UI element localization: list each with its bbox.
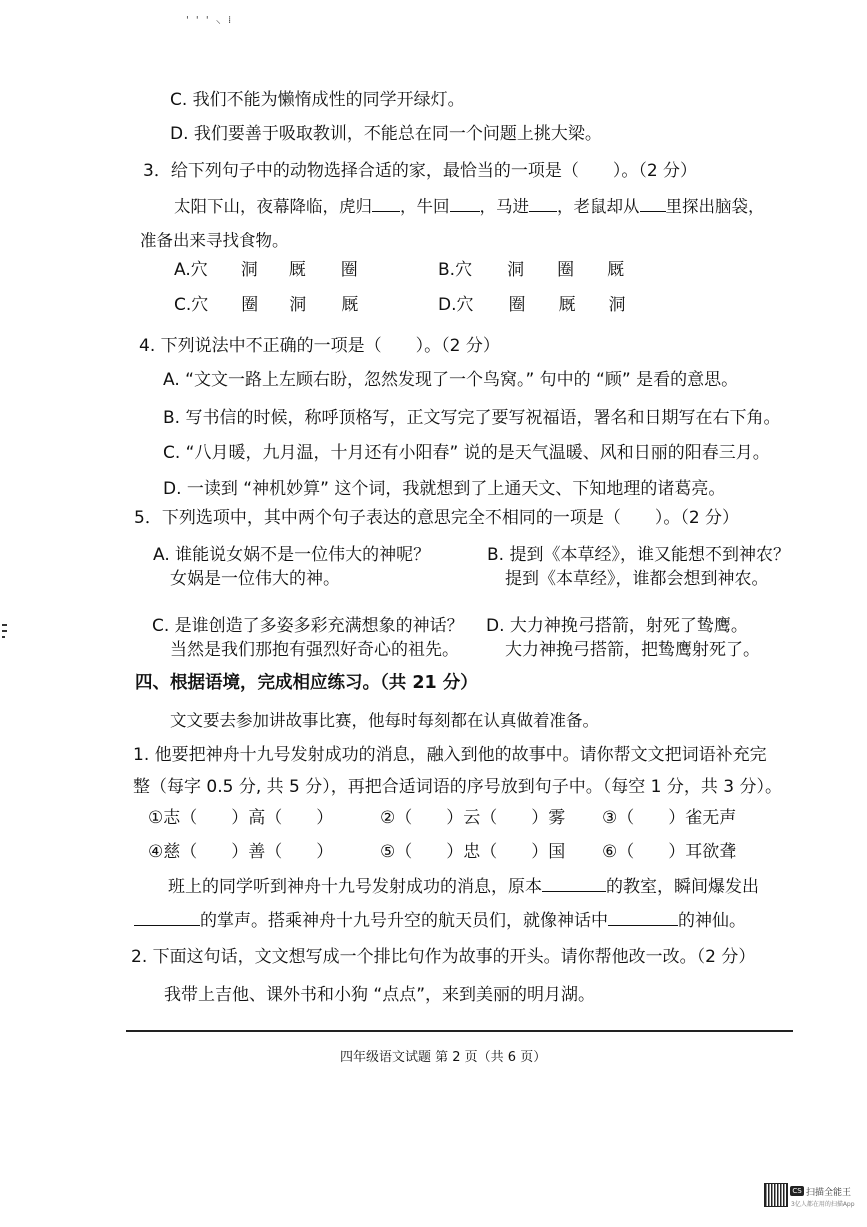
scanner-name: 扫描全能王	[806, 1188, 852, 1198]
option-word: 穴	[191, 295, 209, 315]
q2-option-d: D. 我们要善于吸取教训，不能总在同一个问题上挑大梁。	[170, 124, 602, 144]
option-word: 洞	[289, 295, 307, 315]
answer-blank	[450, 197, 480, 212]
answer-blank	[542, 877, 606, 892]
q5-option-b-line2: 提到《本草经》，谁都会想到神农。	[505, 569, 769, 589]
option-word: 圈	[557, 260, 575, 280]
option-word: 圈	[508, 295, 526, 315]
answer-blank	[640, 197, 666, 212]
fill-sentence-line2	[134, 906, 746, 931]
q5-option-c-line2: 当然是我们那抱有强烈好奇心的祖先。	[170, 640, 459, 660]
option-label: C.	[174, 295, 192, 315]
q5-option-b-line1: B. 提到《本草经》，谁又能想不到神农？	[487, 545, 790, 565]
option-word: 穴	[455, 260, 473, 280]
q5-option-c-line1: C. 是谁创造了多姿多彩充满想象的神话？	[152, 616, 464, 636]
section-4-title: 四、根据语境，完成相应练习。（共 21 分）	[135, 673, 478, 693]
option-label: B.	[438, 260, 456, 280]
answer-blank	[372, 197, 400, 212]
q4-option-c: C. “八月暖，九月温，十月还有小阳春” 说的是天气温暖、风和日丽的阳春三月。	[163, 443, 770, 463]
q3-option-d	[438, 290, 626, 315]
q4-option-a: A. “文文一路上左顾右盼，忽然发现了一个鸟窝。” 句中的 “顾” 是看的意思。	[163, 370, 739, 390]
idiom-4: ④慈（ ）善（ ）	[148, 842, 334, 862]
sentence-part: 太阳下山，夜幕降临，虎归	[174, 197, 372, 216]
q3-option-b	[438, 255, 624, 280]
fill-sentence-line1	[168, 872, 759, 897]
edge-mark	[2, 624, 7, 626]
page-footer: 四年级语文试题 第 2 页（共 6 页）	[340, 1050, 547, 1065]
q5-option-d-line1: D. 大力神挽弓搭箭，射死了鸷鹰。	[486, 616, 748, 636]
q5-option-a-line2: 女娲是一位伟大的神。	[170, 569, 340, 589]
sentence-part: ，老鼠却从	[557, 197, 640, 216]
option-word: 厩	[607, 260, 625, 280]
sentence-part: 的掌声。搭乘神舟十九号升空的航天员们，就像神话中	[200, 911, 608, 931]
q3-option-a	[174, 255, 358, 280]
idiom-1: ①志（ ）高（ ）	[148, 808, 334, 828]
sentence-part: 的教室，瞬间爆发出	[606, 877, 759, 897]
option-word: 圈	[241, 295, 259, 315]
q3-title: 3．给下列句子中的动物选择合适的家，最恰当的一项是（ ）。（2 分）	[143, 161, 698, 181]
s4-q1-line1: 1. 他要把神舟十九号发射成功的消息，融入到他的故事中。请你帮文文把词语补充完	[133, 745, 767, 765]
q5-title: 5．下列选项中，其中两个句子表达的意思完全不相同的一项是（ ）。（2 分）	[134, 508, 740, 528]
s4-q1-line2: 整（每字 0.5 分, 共 5 分），再把合适词语的序号放到句子中。（每空 1 分，共 3 分）。	[133, 777, 783, 797]
section-4-context: 文文要去参加讲故事比赛，他每时每刻都在认真做着准备。	[170, 711, 599, 730]
idiom-5: ⑤（ ）忠（ ）国	[380, 842, 566, 862]
q3-sentence-line2: 准备出来寻找食物。	[140, 231, 289, 250]
option-word: 厩	[341, 295, 359, 315]
option-label: A.	[174, 260, 191, 280]
option-word: 洞	[240, 260, 258, 280]
idiom-2: ②（ ）云（ ）雾	[380, 808, 566, 828]
sentence-part: ，牛回	[400, 197, 450, 216]
scanner-tagline: 3亿人都在用的扫描App	[791, 1201, 855, 1208]
q3-sentence	[174, 193, 765, 217]
option-word: 洞	[608, 295, 626, 315]
scanner-logo-icon: CS	[790, 1186, 804, 1196]
q5-option-a-line1: A. 谁能说女娲不是一位伟大的神呢？	[153, 545, 431, 565]
idiom-6: ⑥（ ）耳欲聋	[602, 842, 737, 862]
option-word: 厩	[558, 295, 576, 315]
option-word: 厩	[288, 260, 306, 280]
answer-blank	[134, 911, 200, 926]
option-label: D.	[438, 295, 457, 315]
option-word: 穴	[456, 295, 474, 315]
sentence-part: 班上的同学听到神舟十九号发射成功的消息，原本	[168, 877, 542, 897]
answer-blank	[608, 911, 678, 926]
q4-option-b: B. 写书信的时候，称呼顶格写，正文写完了要写祝福语，署名和日期写在右下角。	[163, 408, 781, 428]
edge-mark	[2, 630, 7, 632]
q3-option-c	[174, 290, 358, 315]
qr-code-icon	[764, 1183, 788, 1207]
q4-option-d: D. 一读到 “神机妙算” 这个词，我就想到了上通天文、下知地理的诸葛亮。	[163, 479, 726, 499]
option-word: 洞	[507, 260, 525, 280]
s4-q2-sentence: 我带上吉他、课外书和小狗 “点点”，来到美丽的明月湖。	[164, 985, 596, 1005]
scan-marks: ' ' ' ⸜ ⁞	[186, 15, 234, 26]
sentence-part: 的神仙。	[678, 911, 746, 931]
edge-mark	[2, 636, 5, 638]
sentence-part: ，马进	[479, 197, 529, 216]
sentence-part: 里探出脑袋，	[665, 197, 765, 216]
footer-rule	[126, 1030, 793, 1032]
answer-blank	[529, 197, 557, 212]
q5-option-d-line2: 大力神挽弓搭箭，把鸷鹰射死了。	[505, 640, 760, 660]
option-word: 穴	[190, 260, 208, 280]
q4-title: 4. 下列说法中不正确的一项是（ ）。（2 分）	[139, 336, 500, 356]
s4-q2-title: 2. 下面这句话，文文想写成一个排比句作为故事的开头。请你帮他改一改。（2 分）	[131, 947, 756, 967]
idiom-3: ③（ ）雀无声	[602, 808, 737, 828]
option-word: 圈	[340, 260, 358, 280]
q2-option-c: C. 我们不能为懒惰成性的同学开绿灯。	[170, 90, 465, 110]
